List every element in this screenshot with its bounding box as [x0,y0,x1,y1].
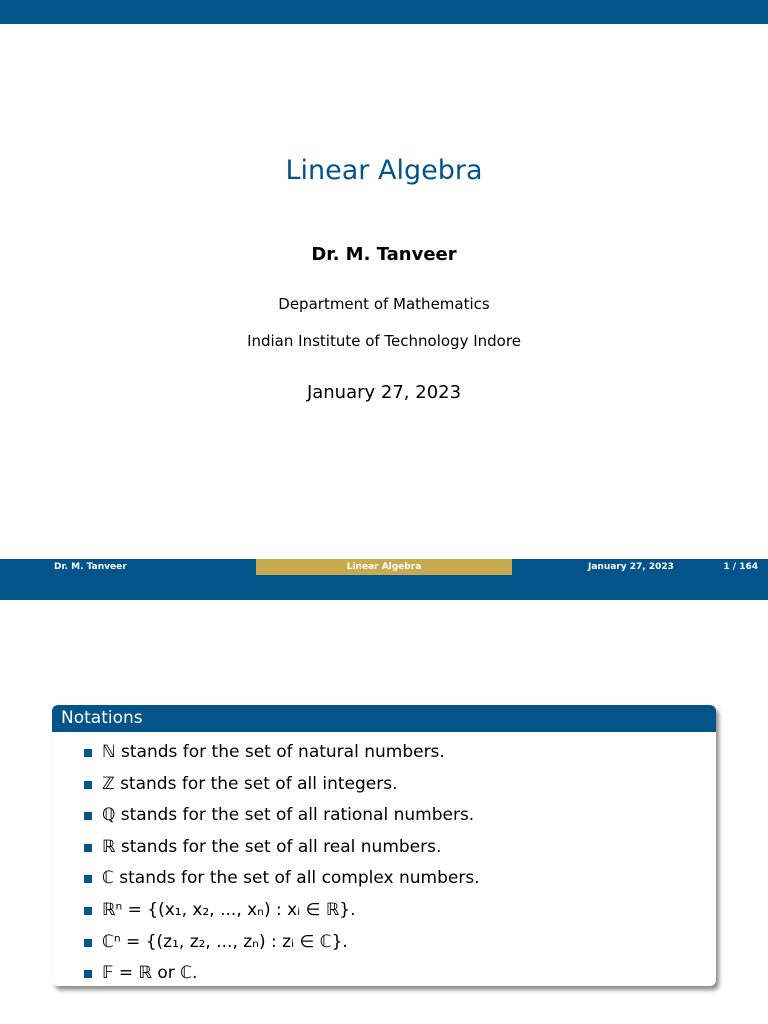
bullet-icon [84,781,92,789]
slide-top-bar [0,0,768,24]
list-item-text: ℤ stands for the set of all integers. [102,773,398,794]
slide-bottom-bar [0,575,768,600]
bullet-icon [84,939,92,947]
list-item-text: ℝⁿ = {(x₁, x₂, ..., xₙ) : xᵢ ∈ ℝ}. [102,899,356,920]
list-item [52,895,716,927]
list-item-text: 𝔽 = ℝ or ℂ. [102,963,198,984]
footer-title: Linear Algebra [256,559,512,575]
slide-footer [0,559,768,575]
block-body [52,732,716,990]
footer-date: January 27, 2023 [588,562,674,572]
department: Department of Mathematics [278,295,490,313]
bullet-icon [84,907,92,915]
bullet-icon [84,749,92,757]
slide-title: Linear Algebra [285,155,483,186]
block-title: Notations [52,705,716,732]
bullet-icon [84,844,92,852]
institute: Indian Institute of Technology Indore [247,332,521,350]
footer-page-number: 1 / 164 [723,562,758,572]
list-item [52,737,716,769]
list-item [52,832,716,864]
notations-block [52,705,716,986]
list-item [52,863,716,895]
list-item-text: ℝ stands for the set of all real numbers. [102,836,442,857]
bullet-icon [84,812,92,820]
list-item-text: ℕ stands for the set of natural numbers. [102,742,445,762]
bullet-icon [84,875,92,883]
list-item-text: ℂ stands for the set of all complex numbers. [102,868,480,889]
list-item [52,769,716,801]
list-item-text: ℚ stands for the set of all rational numbers. [102,805,475,826]
list-item-text: ℂⁿ = {(z₁, z₂, ..., zₙ) : zᵢ ∈ ℂ}. [102,931,348,952]
list-item [52,800,716,832]
list-item [52,927,716,959]
bullet-icon [84,970,92,978]
footer-author: Dr. M. Tanveer [0,559,256,575]
presentation-date: January 27, 2023 [306,382,462,403]
footer-right [512,559,768,575]
list-item [52,958,716,990]
author-name: Dr. M. Tanveer [311,244,457,265]
